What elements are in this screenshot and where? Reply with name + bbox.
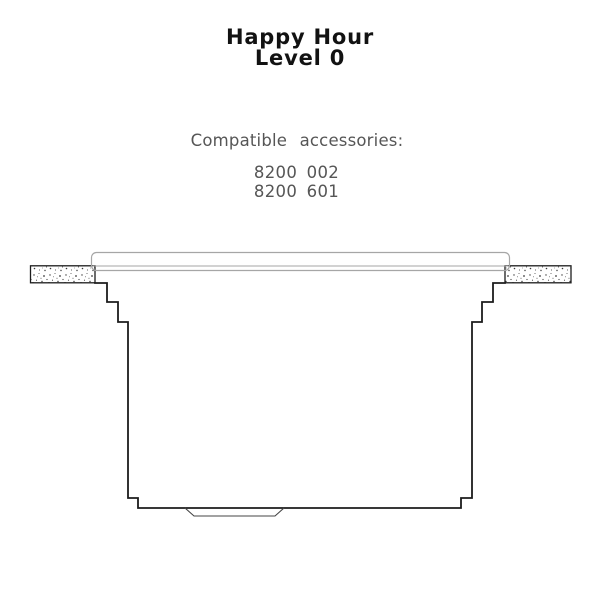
- countertop-right: [505, 266, 571, 283]
- sink-lid: [92, 253, 510, 271]
- title-line-2: Level 0: [254, 46, 346, 71]
- accessories-label: Compatible accessories:: [190, 131, 404, 150]
- title-line-1: Happy Hour: [225, 25, 375, 49]
- accessory-code: 8200 002: [253, 163, 340, 182]
- drain-recess: [185, 508, 284, 516]
- accessory-code: 8200 601: [253, 181, 340, 201]
- sink-body-profile: [95, 283, 505, 508]
- countertop-left: [31, 266, 96, 283]
